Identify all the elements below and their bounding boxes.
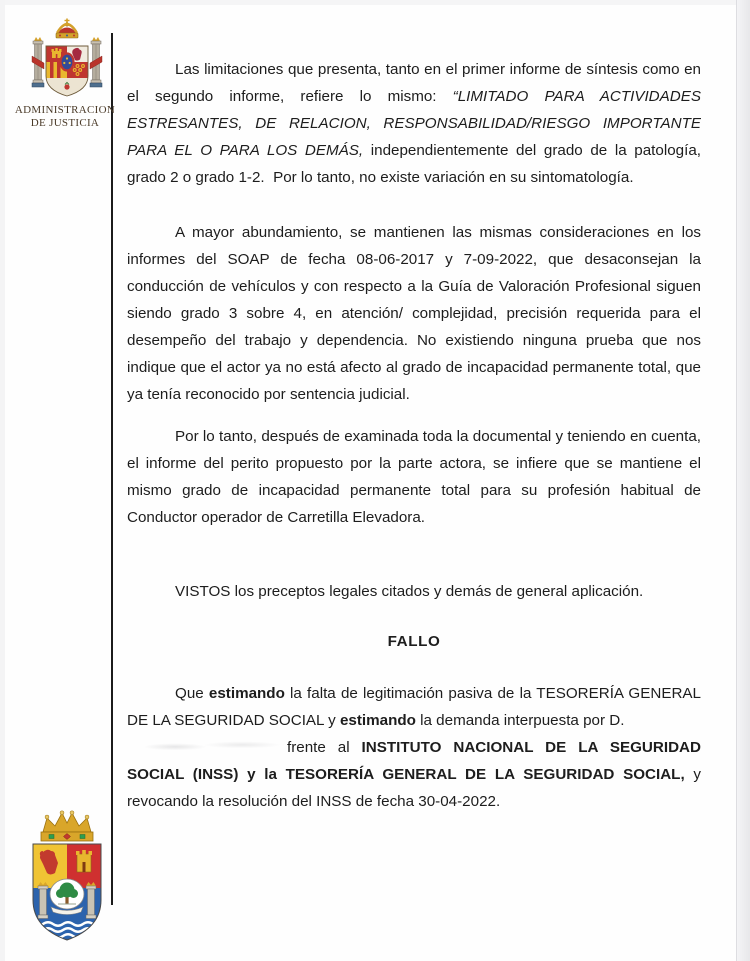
text-line: DE LA SEGURIDAD SOCIAL y estimando la demanda interpuesta por D.: [127, 712, 625, 729]
page-edge-shadow: [736, 0, 750, 961]
document-body: [127, 56, 701, 815]
text-line: desempeño del trabajo y dependencia. No existiendo ninguna prueba que nos: [127, 332, 701, 349]
text-line: ya tenía reconocido por sentencia judicial.: [127, 386, 410, 403]
text-line: el segundo informe, refiere lo mismo: “LIMITADO PARA ACTIVIDADES: [127, 88, 701, 105]
section-title: FALLO: [387, 633, 441, 650]
text-line: VISTOS los preceptos legales citados y demás de general aplicación.: [175, 583, 644, 600]
text-line: frente al INSTITUTO NACIONAL DE LA SEGURIDAD: [127, 734, 701, 761]
page-edge-top: [0, 0, 737, 5]
text-line: revocando la resolución del INSS de fecha 30-04-2022.: [127, 793, 501, 810]
text-line: grado 2 o grado 1-2. Por lo tanto, no existe variación en su sintomatología.: [127, 169, 634, 186]
paragraph-conclusion: [127, 423, 701, 531]
text-line: Conductor operador de Carretilla Elevadora.: [127, 509, 426, 526]
letterhead-caption-line2: DE JUSTICIA: [30, 117, 100, 129]
paragraph-fallo: [127, 680, 701, 815]
text-line: PARA EL O PARA LOS DEMÁS, independientemente del grado de la patología,: [127, 142, 701, 159]
text-line: ESTRESANTES, DE RELACION, RESPONSABILIDAD/RIESGO IMPORTANTE: [127, 115, 701, 132]
extremadura-coat-of-arms-icon: [25, 810, 109, 946]
paragraph-vistos: [127, 578, 701, 605]
letterhead-caption: [11, 104, 119, 130]
text-line: SOCIAL (INSS) y la TESORERÍA GENERAL DE LA SEGURIDAD SOCIAL, y: [127, 766, 701, 783]
spain-justice-coat-of-arms-icon: [29, 18, 105, 102]
text-line: mismo grado de incapacidad permanente total para su profesión habitual de: [127, 482, 701, 499]
text-line: A mayor abundamiento, se mantienen las mismas consideraciones en los: [175, 224, 701, 241]
letterhead-caption-line1: ADMINISTRACION: [14, 104, 116, 116]
text-line: el informe del perito propuesto por la parte actora, se infiere que se mantiene el: [127, 455, 701, 472]
text-line: Las limitaciones que presenta, tanto en el primer informe de síntesis como en: [175, 61, 701, 78]
redacted-name: [127, 739, 287, 752]
text-line: indique que el actor ya no está afecto al grado de incapacidad permanente total, que: [127, 359, 701, 376]
paragraph-limitaciones: [127, 56, 701, 191]
paragraph-abundamiento: [127, 219, 701, 408]
fallo-heading: [127, 628, 701, 655]
text-line: Por lo tanto, después de examinada toda la documental y teniendo en cuenta,: [175, 428, 701, 445]
text-line: siendo grado 3 sobre 4, en atención/ complejidad, precisión requerida para el: [127, 305, 701, 322]
text-line: conducción de vehículos y con respecto a la Guía de Valoración Profesional siguen: [127, 278, 701, 295]
text-line: informes del SOAP de fecha 08-06-2017 y 7-09-2022, que desaconsejan la: [127, 251, 701, 268]
text-line: Que estimando la falta de legitimación pasiva de la TESORERÍA GENERAL: [175, 685, 701, 702]
margin-rule: [111, 33, 113, 905]
page-edge-left: [0, 0, 5, 961]
